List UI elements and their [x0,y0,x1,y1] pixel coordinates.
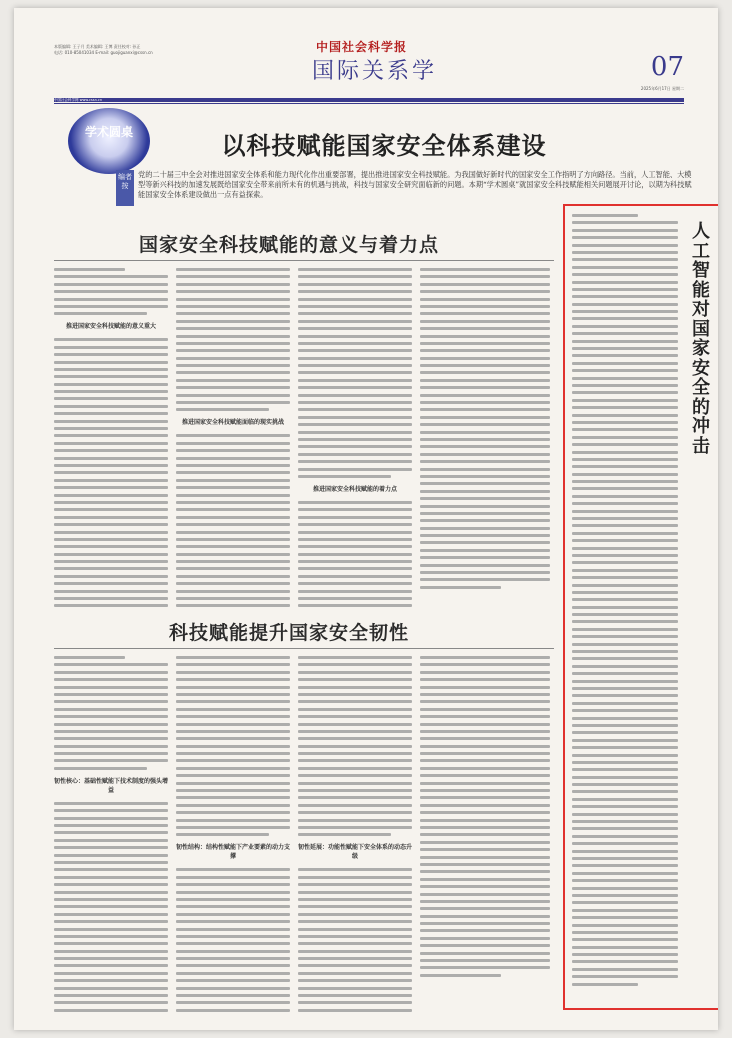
article1-column [420,268,550,608]
page-number: 07 [650,52,684,82]
article2-column [176,656,290,1016]
roundtable-logo-text: 学术圆桌 [84,125,133,139]
masthead-rule [54,98,684,102]
masthead-editor-info [54,44,254,56]
editor-line: 本版编辑: 王子月 美术编辑: 王博 责任校对: 孙正 [54,44,141,49]
article1-subhead: 推进国家安全科技赋能的着力点 [312,485,397,493]
feature-title: 以科技赋能国家安全体系建设 [221,131,547,160]
issue-date: 2025年6月17日 星期二 [640,86,684,91]
masthead-rule-thin [54,103,684,104]
article2-subhead: 韧性延展：功能性赋能下安全体系的动态升级 [298,844,412,861]
article2-title: 科技赋能提升国家安全韧性 [168,622,409,644]
article2-column [420,656,550,1016]
article2-column [298,656,412,1016]
roundtable-logo-icon [68,108,150,174]
article1-column [176,268,290,608]
article2-rule [54,648,554,649]
editor-note-text: 党的二十届三中全会对推进国家安全体系和能力现代化作出重要部署，提出推进国家安全科技赋能。为我国做好新时代的国家安全工作指明了方向路径。当前，人工智能、大模型等新兴科技的加速发展既给国家安全带来前所未有的机遇与挑战，科技与国家安全研究面临新的问题。本期“学术圆桌”就国家安全科技赋能相关问题展开讨论，以期为科技赋能国家安全体系建设做出一点有益探索。 [138,170,692,199]
masthead [54,38,684,96]
article2-column [54,656,168,1016]
paper-name: 中国社会科学报 [316,40,408,54]
newspaper-page [14,8,718,1030]
article1-rule [54,260,554,261]
sidebar-title: 人工智能对国家安全的冲击 [692,221,710,457]
article2-subhead: 韧性结构：结构性赋能下产业要素的动力支撑 [176,844,290,861]
article1-column [54,268,168,608]
article1-column [298,268,412,608]
article1-title: 国家安全科技赋能的意义与着力点 [138,234,439,256]
article1-subhead: 推进国家安全科技赋能面临的现实挑战 [181,419,284,427]
article1-subhead: 推进国家安全科技赋能的意义重大 [65,323,156,331]
masthead-url: 中国社会科学网 www.cssn.cn [54,98,103,102]
editor-note-label: 编者按 [116,170,134,206]
phone-line: 电话: 010-85041034 E-mail: guojiguanxi@cssn.cn [54,50,153,55]
section-title: 国际关系学 [312,59,438,84]
sidebar-column [572,214,678,1004]
article2-subhead: 韧性核心：基础性赋能下技术制度的强头增益 [54,777,168,794]
